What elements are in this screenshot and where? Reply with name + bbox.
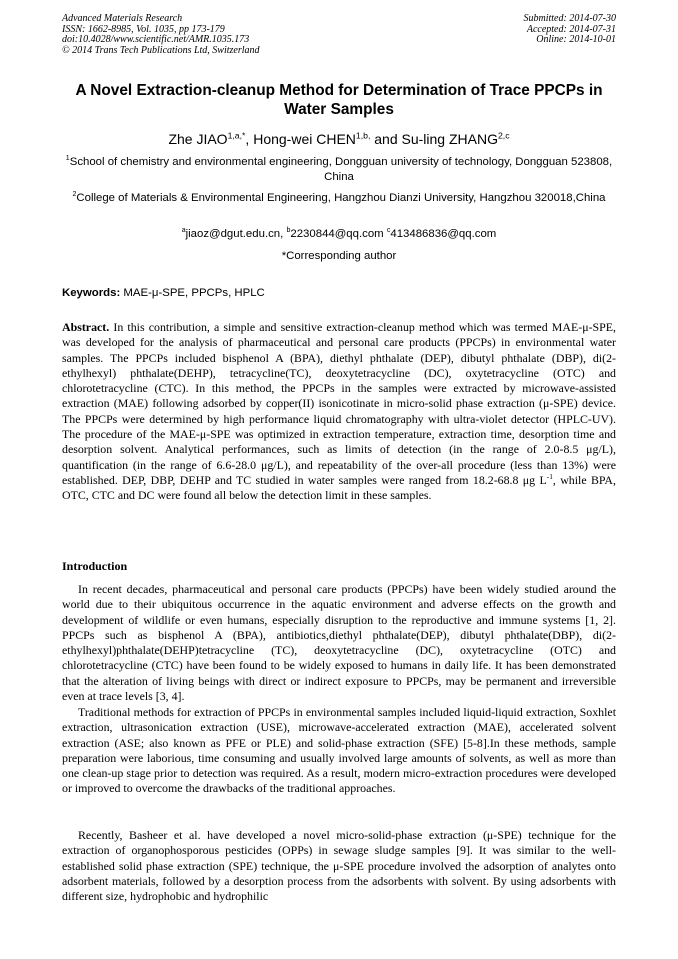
journal-doi: doi:10.4028/www.scientific.net/AMR.1035.173 [62, 34, 250, 46]
keywords-label: Keywords: [62, 287, 121, 299]
abstract-text-end: , while BPA, OTC, CTC and DC were found all below the detection limit in these samples. [62, 472, 616, 503]
author-emails [62, 227, 616, 242]
section-heading-introduction: Introduction [62, 559, 128, 573]
email-link[interactable]: 413486836@qq.com [390, 228, 497, 240]
author-name: Hong-wei CHEN [253, 131, 356, 147]
intro-paragraph-2: Traditional methods for extraction of PPCPs in environmental samples included liquid-liquid extraction, Soxhlet extraction, ultrasonication extraction (USE), microwave-accelerated extraction (MAE), accelerated solvent extraction (ASE; also known as PFE or PLE) and solid-phase extraction (SFE) [5-8].In these methods, sample preparation were laborious, time consuming and usually involved large amounts of solvents, as well as more than one clean-up stage prior to detection was required. As a result, modern micro-extraction procedures were developed or improved to overcome the drawbacks of the traditional approaches. [62, 705, 616, 796]
abstract-label: Abstract. [62, 320, 110, 334]
author-separator: and [370, 131, 402, 147]
email-sup: c [386, 227, 391, 235]
affiliation-text: College of Materials & Environmental Engineering, Hangzhou Dianzi University, Hangzhou 320018,China [76, 192, 606, 204]
author-list [62, 130, 616, 148]
author-separator: , [245, 131, 254, 147]
author-name: Zhe JIAO [168, 131, 228, 147]
keywords [62, 286, 616, 301]
intro-paragraph-1: In recent decades, pharmaceutical and personal care products (PPCPs) have been widely studied around the world due to their ubiquitous occurrence in the aquatic environment and adverse effects on the growth and development of wildlife or even humans, especially disruption to the reproductive and immune systems [1, 2]. PPCPs such as bisphenol A (BPA), antibiotics,diethyl phthalate(DEP), dibutyl phthalate(DBP), di(2-ethylhexyl)phthalate(DEHP)tetracycline (TC), deoxytetracycline (DC), oxytetracycline (OTC) and chlorotetracycline (CTC) have been found to be widely exposed to humans in daily life. It has been demonstrated that the alteration of living beings with direct or indirect exposure to PPCPs, may be permanent and irreversible even at trace levels [3, 4]. [62, 582, 616, 704]
intro-paragraph-3: Recently, Basheer et al. have developed a novel micro-solid-phase extraction (μ-SPE) technique for the extraction of organophosporous pesticides (OPPs) in sewage sludge samples [9]. It was similar to the well-established solid phase extraction (SPE) technique, the μ-SPE procedure involved the adsorption of analytes onto adsorbent materials, followed by a desorption process from the adsorbents with solvent. By using adsorbents with different size, hydrophobic and hydrophilic [62, 828, 616, 904]
journal-copyright: © 2014 Trans Tech Publications Ltd, Switzerland [62, 44, 260, 56]
email-link[interactable]: jiaoz@dgut.edu.cn, [185, 228, 287, 240]
affiliation-sup: 2 [72, 191, 77, 199]
abstract [62, 320, 616, 504]
email-sup: b [286, 227, 291, 235]
journal-issn: ISSN: 1662-8985, Vol. 1035, pp 173-179 [62, 23, 225, 35]
unit-exponent: -1 [546, 472, 553, 481]
journal-info [62, 14, 362, 56]
journal-name: Advanced Materials Research [62, 13, 183, 24]
author-affiliation-sup: 2,c [497, 130, 510, 141]
author-affiliation-sup: 1,a,* [227, 130, 246, 141]
abstract-text: In this contribution, a simple and sensitive extraction-cleanup method which was termed MAE-μ-SPE, was developed for the analysis of pharmaceutical and personal care products (PPCPs) in environmental water samples. The PPCPs included bisphenol A (BPA), diethyl phthalate (DEP), dibutyl phthalate (DBP), di(2-ethylhexyl) phthalate(DEHP), tetracycline(TC), deoxytetracycline (DC), oxytetracycline (OTC) and chlorotetracycline (CTC). In this method, the PPCPs in the samples were extracted by microwave-assisted extraction (MAE) following adsorbed by copper(II) isonicotinate in micro-solid phase extraction (μ-SPE) device. The PPCPs were determined by high performance liquid chromatography with ultra-violet detector (HPLC-UV). The procedure of the MAE-μ-SPE was optimized in extraction temperature, extraction time, desorption time and desorption solvent. Analytical performances, such as limits of detection (in the range of 2.0-8.5 μg/L), quantification (in the range of 6.6-28.0 μg/L), and repeatability of the over-all procedure (less than 13%) were established. DEP, DBP, DEHP and TC studied in water samples were ranged from 18.2-68.8 μg L [62, 320, 616, 487]
keywords-text: MAE-μ-SPE, PPCPs, HPLC [120, 287, 265, 299]
affiliation-2 [62, 191, 616, 206]
affiliation-text: School of chemistry and environmental engineering, Dongguan university of technology, Dongguan 523808, China [69, 156, 613, 183]
corresponding-author-note: *Corresponding author [281, 250, 397, 262]
submission-dates [416, 14, 616, 46]
email-link[interactable]: 2230844@qq.com [290, 228, 387, 240]
submitted-date: Submitted: 2014-07-30 [523, 13, 616, 24]
author-affiliation-sup: 1,b, [355, 130, 371, 141]
author-name: Su-ling ZHANG [401, 131, 498, 147]
online-date: Online: 2014-10-01 [536, 34, 616, 46]
affiliation-1 [62, 155, 616, 185]
paper-title: A Novel Extraction-cleanup Method for Determination of Trace PPCPs in Water Samples [75, 82, 603, 118]
affiliation-sup: 1 [65, 155, 70, 163]
email-sup: a [181, 227, 186, 235]
accepted-date: Accepted: 2014-07-31 [526, 23, 616, 35]
